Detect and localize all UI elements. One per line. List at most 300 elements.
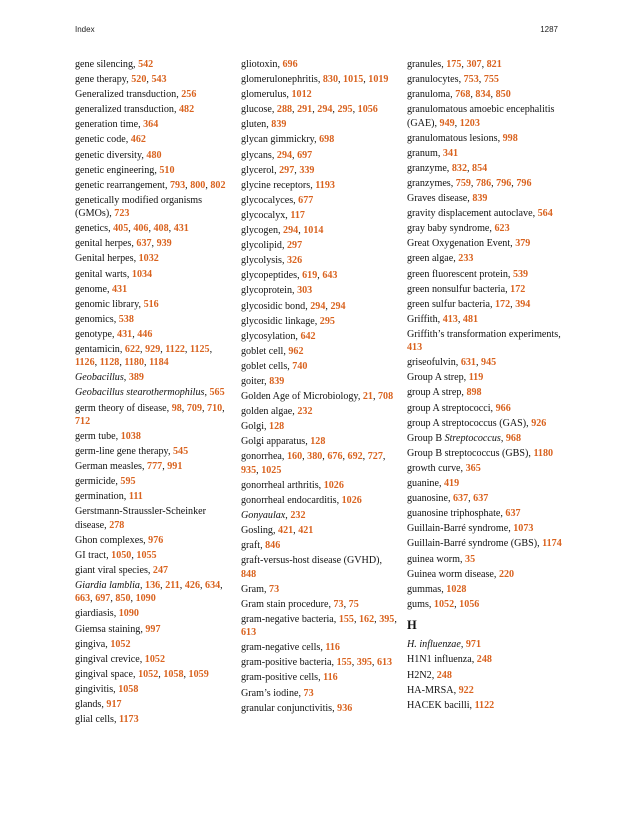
index-entry: green algae, 233	[407, 253, 474, 265]
page-link[interactable]: 968	[505, 432, 522, 444]
index-entry: gummas, 1028	[407, 583, 467, 595]
page-link[interactable]: 413	[407, 342, 423, 354]
page-link[interactable]: 481	[462, 313, 479, 325]
index-term: Golgi apparatus	[241, 436, 306, 448]
page-link[interactable]: 117	[290, 209, 305, 221]
index-entry: glycolysis, 326	[241, 255, 303, 267]
index-term: granzymes	[407, 177, 451, 189]
page-link[interactable]: 247	[152, 565, 169, 576]
index-term: goblet cells	[241, 360, 288, 372]
index-entry: genital herpes, 637, 939	[75, 238, 172, 250]
page-link[interactable]: 175	[446, 59, 462, 70]
page-link[interactable]: 75	[348, 598, 359, 610]
index-entry: genetic engineering, 510	[75, 164, 175, 176]
index-term: HACEK bacilli	[407, 699, 470, 711]
index-entry: glycoprotein, 303	[241, 285, 313, 297]
page-link[interactable]: 1055	[136, 549, 157, 561]
page-link[interactable]: 1126	[75, 357, 95, 369]
page-link[interactable]: 297	[279, 164, 295, 176]
page-link[interactable]: 394	[515, 298, 531, 310]
page-link[interactable]: 623	[494, 223, 510, 235]
page-link[interactable]: 777	[147, 461, 163, 473]
index-term: Group B streptococcus (GBS)	[407, 447, 529, 459]
page-link[interactable]: 116	[325, 642, 340, 654]
page-link[interactable]: 637	[136, 238, 152, 250]
index-term: glycolipid	[241, 240, 282, 252]
page-link[interactable]: 462	[130, 134, 146, 146]
page-link[interactable]: 172	[495, 298, 511, 310]
page-link[interactable]: 637	[452, 493, 469, 505]
index-term: group A strep	[407, 387, 462, 399]
index-term: genetic rearrangement	[75, 179, 165, 191]
page-link[interactable]: 431	[173, 223, 189, 235]
page-link[interactable]: 692	[347, 451, 363, 463]
index-entry: granules, 175, 307, 821	[407, 59, 502, 70]
index-term: gene silencing	[75, 59, 134, 70]
page-link[interactable]: 1128	[99, 357, 120, 369]
index-term: Geobacillus stearothermophilus	[75, 387, 205, 399]
page-link[interactable]: 339	[299, 164, 315, 176]
page-link[interactable]: 136	[145, 580, 161, 592]
index-term: generation time	[75, 119, 139, 131]
page-link[interactable]: 663	[75, 593, 91, 605]
index-term: gummas	[407, 583, 442, 595]
index-entry: gene therapy, 520, 543	[75, 74, 167, 86]
page-link[interactable]: 936	[337, 702, 353, 714]
page-link[interactable]: 1180	[124, 357, 145, 369]
page-link[interactable]: 419	[444, 478, 460, 490]
page-link[interactable]: 768	[455, 89, 471, 101]
index-term: Griffith	[407, 313, 438, 325]
page-link[interactable]: 73	[333, 598, 344, 610]
index-term: gram-positive cells	[241, 672, 319, 684]
index-term: gram-negative bacteria	[241, 613, 334, 625]
page-link[interactable]: 128	[269, 421, 285, 433]
page-link[interactable]: 111	[128, 491, 143, 503]
index-entry: Graves disease, 839	[407, 193, 488, 205]
page-link[interactable]: 697	[297, 149, 313, 161]
index-term: green nonsulfur bacteria	[407, 283, 506, 295]
page-link[interactable]: 850	[495, 89, 511, 101]
page-link[interactable]: 307	[466, 59, 482, 70]
index-entry: graft-versus-host disease (GVHD), 848	[241, 555, 382, 580]
index-entry: goblet cells, 740	[241, 360, 308, 372]
index-column-3	[407, 58, 565, 714]
page-link[interactable]: 1019	[368, 74, 389, 86]
index-term: guanine	[407, 478, 439, 490]
index-term: germ theory of disease	[75, 402, 167, 414]
index-entry: goiter, 839	[241, 375, 285, 387]
page-link[interactable]: 564	[537, 208, 553, 220]
page-link[interactable]: 1174	[542, 538, 562, 550]
page-link[interactable]: 1052	[138, 668, 159, 680]
page-link[interactable]: 155	[336, 657, 352, 669]
index-term: Generalized transduction	[75, 89, 177, 101]
page-link[interactable]: 759	[455, 177, 471, 189]
page-link[interactable]: 676	[327, 451, 343, 463]
page-link[interactable]: 740	[292, 360, 308, 372]
page-link[interactable]: 997	[145, 623, 161, 635]
page-link[interactable]: 796	[516, 177, 532, 189]
index-entry: glomerulus, 1012	[241, 89, 312, 101]
page-link[interactable]: 619	[302, 270, 318, 282]
index-term: Graves disease	[407, 193, 468, 205]
page-link[interactable]: 278	[109, 519, 125, 531]
page-link[interactable]: 379	[515, 238, 531, 250]
index-term: gluten	[241, 119, 267, 131]
index-term: genomic library	[75, 298, 139, 310]
index-term: Gerstmann-Straussler-Scheinker disease	[75, 506, 206, 531]
index-term: glycocalyces	[241, 194, 294, 206]
page-link[interactable]: 637	[505, 508, 521, 520]
page-link[interactable]: 364	[143, 119, 159, 131]
page-link[interactable]: 723	[114, 208, 130, 220]
index-entry: genome, 431	[75, 283, 128, 295]
page-link[interactable]: 1050	[111, 549, 132, 561]
page-link[interactable]: 294	[317, 104, 333, 116]
page-link[interactable]: 850	[115, 593, 131, 605]
page-link[interactable]: 539	[512, 268, 529, 280]
page-link[interactable]: 839	[271, 119, 287, 131]
page-link[interactable]: 288	[276, 104, 293, 116]
index-entry: German measles, 777, 991	[75, 461, 183, 473]
page-link[interactable]: 516	[143, 298, 159, 310]
page-link[interactable]: 119	[468, 372, 484, 384]
index-term: glycopeptides	[241, 270, 298, 282]
index-term: gliotoxin	[241, 59, 278, 70]
page-link[interactable]: 294	[330, 300, 346, 312]
index-term: granum	[407, 147, 438, 159]
page-link[interactable]: 998	[502, 132, 518, 144]
page-link[interactable]: 172	[510, 283, 526, 295]
page-link[interactable]: 1059	[188, 668, 209, 680]
page-link[interactable]: 162	[359, 613, 375, 625]
index-entry: granzymes, 759, 786, 796, 796	[407, 177, 532, 189]
page-link[interactable]: 413	[442, 313, 458, 325]
index-term: gentamicin	[75, 343, 120, 355]
page-link[interactable]: 1125	[189, 343, 210, 355]
page-link[interactable]: 821	[486, 59, 502, 70]
page-link[interactable]: 233	[458, 253, 474, 265]
index-entry: Griffith, 413, 481	[407, 313, 479, 325]
page-link[interactable]: 1026	[323, 479, 344, 491]
page-link[interactable]: 248	[476, 654, 492, 666]
index-entry: gonorrheal arthritis, 1026	[241, 479, 344, 491]
page-link[interactable]: 1038	[120, 430, 141, 442]
page-link[interactable]: 295	[319, 315, 335, 327]
page-link[interactable]: 613	[241, 627, 257, 639]
page-link[interactable]: 1056	[459, 598, 480, 610]
page-link[interactable]: 303	[297, 285, 313, 297]
index-term: genital warts	[75, 268, 127, 280]
page-link[interactable]: 295	[337, 104, 353, 116]
index-entry: Giardia lamblia, 136, 211, 426, 634, 663, 697, 850, 1090	[75, 580, 223, 605]
page-link[interactable]: 365	[465, 462, 481, 474]
page-link[interactable]: 543	[151, 74, 167, 86]
page-link[interactable]: 1012	[291, 89, 312, 101]
page-link[interactable]: 294	[283, 225, 299, 237]
page-link[interactable]: 389	[128, 372, 144, 384]
page-link[interactable]: 712	[75, 415, 91, 427]
index-term: Giardia lamblia	[75, 580, 140, 592]
page-link[interactable]: 839	[269, 375, 285, 387]
page-link[interactable]: 613	[376, 657, 393, 669]
index-term: glycan gimmickry	[241, 134, 315, 146]
page-link[interactable]: 1122	[165, 343, 185, 355]
page-link[interactable]: 834	[475, 89, 491, 101]
page-link[interactable]: 1184	[149, 357, 169, 369]
page-link[interactable]: 538	[118, 313, 134, 325]
index-term: gene therapy	[75, 74, 127, 86]
page-link[interactable]: 830	[322, 74, 338, 86]
page-link[interactable]: 482	[178, 104, 195, 116]
index-term: green fluorescent protein	[407, 268, 508, 280]
page-link[interactable]: 595	[120, 476, 136, 488]
page-link[interactable]: 395	[356, 657, 372, 669]
index-term: glycans	[241, 149, 272, 161]
index-entry: germ tube, 1038	[75, 430, 141, 442]
index-entry: Golgi apparatus, 128	[241, 436, 326, 448]
page-link[interactable]: 1180	[533, 447, 554, 459]
page-link[interactable]: 848	[241, 568, 257, 580]
page-link[interactable]: 1015	[343, 74, 364, 86]
index-term: Gram stain procedure	[241, 598, 329, 610]
page-link[interactable]: 1025	[261, 464, 282, 476]
page-link[interactable]: 696	[282, 59, 298, 70]
page-link[interactable]: 622	[124, 343, 141, 355]
index-entry: group A strep, 898	[407, 387, 482, 399]
index-entry: green fluorescent protein, 539	[407, 268, 529, 280]
page-link[interactable]: 962	[288, 345, 304, 357]
page-link[interactable]: 73	[303, 687, 314, 699]
page-link[interactable]: 631	[460, 357, 476, 369]
page-link[interactable]: 709	[186, 402, 202, 414]
page-link[interactable]: 793	[170, 179, 186, 191]
page-link[interactable]: 1203	[459, 117, 480, 129]
index-entry: griseofulvin, 631, 945	[407, 357, 497, 369]
index-entry: glycans, 294, 697	[241, 149, 313, 161]
index-entry: genital warts, 1034	[75, 268, 153, 280]
index-entry: group A streptococcus (GAS), 926	[407, 417, 547, 429]
page-link[interactable]: 935	[241, 464, 257, 476]
index-entry: glands, 917	[75, 699, 122, 711]
page-link[interactable]: 405	[113, 223, 129, 235]
index-term: Guinea worm disease	[407, 568, 494, 580]
page-link[interactable]: 446	[137, 328, 153, 340]
page-link[interactable]: 710	[207, 402, 223, 414]
page-link[interactable]: 291	[297, 104, 313, 116]
page-link[interactable]: 698	[319, 134, 335, 146]
page-link[interactable]: 727	[367, 451, 383, 463]
page-link[interactable]: 220	[498, 568, 515, 580]
page-link[interactable]: 786	[475, 177, 492, 189]
page-link[interactable]: 128	[310, 436, 326, 448]
page-link[interactable]: 510	[159, 164, 175, 176]
page-link[interactable]: 634	[205, 580, 221, 592]
index-entry: glomerulonephritis, 830, 1015, 1019	[241, 74, 389, 86]
page-link[interactable]: 926	[531, 417, 547, 429]
page-link[interactable]: 939	[156, 238, 172, 250]
page-link[interactable]: 1056	[357, 104, 378, 116]
page-link[interactable]: 643	[322, 270, 338, 282]
page-link[interactable]: 1032	[138, 253, 159, 265]
page-link[interactable]: 1090	[118, 608, 139, 620]
page-link[interactable]: 966	[495, 402, 511, 414]
page-link[interactable]: 971	[465, 639, 482, 651]
page-link[interactable]: 21	[362, 391, 373, 403]
page-link[interactable]: 854	[472, 162, 488, 174]
page-link[interactable]: 248	[436, 669, 452, 681]
index-entry: Group B Streptococcus, 968	[407, 432, 522, 444]
index-entry: Giemsa staining, 997	[75, 623, 161, 635]
page-link[interactable]: 1052	[144, 653, 165, 665]
index-term: Great Oxygenation Event	[407, 238, 511, 250]
index-term: genital herpes	[75, 238, 132, 250]
page-link[interactable]: 211	[165, 580, 180, 592]
index-entry: gonorrheal endocarditis, 1026	[241, 494, 362, 506]
index-term: germination	[75, 491, 124, 503]
index-entry: Gram’s iodine, 73	[241, 687, 314, 699]
page-link[interactable]: 642	[300, 330, 316, 342]
page-link[interactable]: 697	[95, 593, 111, 605]
page-link[interactable]: 976	[148, 534, 164, 546]
page-link[interactable]: 637	[473, 493, 489, 505]
page-link[interactable]: 406	[133, 223, 149, 235]
index-term: genetically modified organisms (GMOs)	[75, 194, 203, 220]
index-term: graft	[241, 540, 261, 552]
page-link[interactable]: 800	[190, 179, 206, 191]
page-link[interactable]: 832	[451, 162, 467, 174]
page-link[interactable]: 1193	[315, 179, 335, 191]
index-term: growth curve	[407, 462, 461, 474]
index-term: glomerulus	[241, 89, 287, 101]
page-link[interactable]: 232	[290, 510, 306, 522]
index-entry: Geobacillus, 389	[75, 372, 144, 384]
index-term: glycoprotein	[241, 285, 293, 297]
page-link[interactable]: 326	[286, 255, 303, 267]
index-entry: germ theory of disease, 98, 709, 710, 712	[75, 402, 225, 427]
page-link[interactable]: 431	[112, 283, 128, 295]
page-link[interactable]: 294	[310, 300, 326, 312]
index-entry: gentamicin, 622, 929, 1122, 1125, 1126, 1128, 1180, 1184	[75, 343, 213, 369]
index-term: genomics	[75, 313, 114, 325]
index-entry: genotype, 431, 446	[75, 328, 153, 340]
page-link[interactable]: 426	[184, 580, 200, 592]
page-link[interactable]: 949	[439, 117, 455, 129]
page-link[interactable]: 545	[173, 446, 189, 458]
index-term: glands	[75, 699, 102, 711]
page-link[interactable]: 395	[379, 613, 395, 625]
page-link[interactable]: 116	[323, 672, 338, 684]
index-entry: gluten, 839	[241, 119, 287, 131]
index-entry: generalized transduction, 482	[75, 104, 195, 116]
page-link[interactable]: 421	[278, 525, 294, 537]
page-link[interactable]: 35	[465, 553, 476, 565]
page-link[interactable]: 565	[209, 387, 225, 399]
page-link[interactable]: 922	[458, 684, 474, 696]
page-link[interactable]: 1052	[110, 638, 131, 650]
index-entry: Genital herpes, 1032	[75, 253, 159, 265]
page-link[interactable]: 1052	[433, 598, 455, 610]
page-link[interactable]: 755	[483, 74, 499, 86]
index-entry: glycocalyces, 677	[241, 194, 314, 206]
page-link[interactable]: 542	[138, 59, 154, 70]
index-term: gray baby syndrome	[407, 223, 490, 235]
index-term: germicide	[75, 476, 116, 488]
page-link[interactable]: 380	[307, 451, 323, 463]
page-link[interactable]: 1034	[131, 268, 153, 280]
page-link[interactable]: 421	[298, 525, 314, 537]
page-link[interactable]: 232	[297, 406, 313, 418]
index-term: Geobacillus	[75, 372, 124, 384]
page-link[interactable]: 708	[378, 391, 394, 403]
page-link[interactable]: 73	[269, 583, 280, 595]
page-link[interactable]: 929	[145, 343, 161, 355]
index-term: gram-positive bacteria	[241, 657, 332, 669]
index-term: GI tract	[75, 549, 107, 561]
page-link[interactable]: 846	[265, 540, 281, 552]
index-entry: gram-negative bacteria, 155, 162, 395, 613	[241, 613, 397, 639]
page-link[interactable]: 1173	[119, 714, 139, 726]
page-link[interactable]: 155	[338, 613, 354, 625]
page-link[interactable]: 160	[286, 451, 303, 463]
page-link[interactable]: 341	[442, 147, 459, 159]
page-link[interactable]: 1090	[135, 593, 156, 605]
page-link[interactable]: 1014	[303, 225, 324, 237]
index-entry: gonorrhea, 160, 380, 676, 692, 727, 935, 1025	[241, 451, 386, 476]
page-link[interactable]: 1122	[474, 699, 495, 711]
page-link[interactable]: 991	[167, 461, 183, 473]
page-link[interactable]: 1058	[163, 668, 184, 680]
page-link[interactable]: 98	[171, 402, 182, 414]
index-entry: gingival space, 1052, 1058, 1059	[75, 668, 209, 680]
page-link[interactable]: 294	[276, 149, 293, 161]
page-link[interactable]: 898	[466, 387, 482, 399]
index-entry: Generalized transduction, 256	[75, 89, 197, 101]
index-term: genetics	[75, 223, 109, 235]
page-link[interactable]: 1058	[118, 683, 139, 695]
page-link[interactable]: 480	[146, 149, 162, 161]
page-link[interactable]: 1028	[446, 583, 467, 595]
page-link[interactable]: 408	[153, 223, 169, 235]
page-link[interactable]: 839	[472, 193, 488, 205]
page-link[interactable]: 297	[286, 240, 303, 252]
page-link[interactable]: 796	[496, 177, 512, 189]
index-entry: Gram, 73	[241, 583, 280, 595]
index-entry: granulocytes, 753, 755	[407, 74, 499, 86]
page-link[interactable]: 802	[210, 179, 226, 191]
index-entry: gram-positive bacteria, 155, 395, 613	[241, 657, 393, 669]
index-term: germ-line gene therapy	[75, 446, 168, 458]
index-term: genetic diversity	[75, 149, 142, 161]
page-link[interactable]: 431	[117, 328, 133, 340]
index-term: glomerulonephritis	[241, 74, 318, 86]
index-entry: glycosidic bond, 294, 294	[241, 300, 346, 312]
page-link[interactable]: 917	[106, 699, 122, 711]
index-entry: Guillain-Barré syndrome, 1073	[407, 523, 534, 535]
index-entry: gingivitis, 1058	[75, 683, 139, 695]
index-term: griseofulvin	[407, 357, 456, 369]
page-link[interactable]: 1026	[341, 494, 362, 506]
page-link[interactable]: 945	[481, 357, 497, 369]
page-link[interactable]: 1073	[513, 523, 534, 535]
page-link[interactable]: 256	[181, 89, 197, 101]
index-term: glycolysis	[241, 255, 282, 267]
page-link[interactable]: 753	[463, 74, 479, 86]
page-link[interactable]: 520	[131, 74, 147, 86]
page-link[interactable]: 677	[298, 194, 314, 206]
index-entry: genetic diversity, 480	[75, 149, 162, 161]
